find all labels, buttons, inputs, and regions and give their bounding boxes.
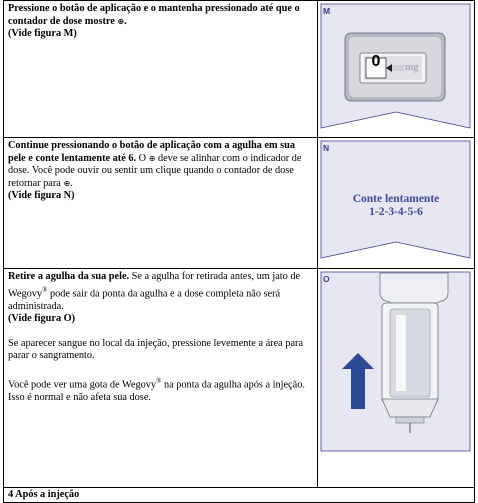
dose-pointer-icon: ⊕ [148, 153, 156, 163]
figure-m [318, 1, 475, 138]
figure-o-letter: O [323, 274, 330, 284]
dose-counter-unit: mg [405, 62, 419, 73]
step-o-instruction: Retire a agulha da sua pele. [8, 271, 130, 282]
figure-o-cell [318, 269, 475, 488]
figure-m-letter: M [323, 6, 331, 16]
registered-mark: ® [156, 376, 162, 385]
step-row-n [4, 138, 475, 269]
step-text-m [4, 1, 318, 138]
step-n-instruction: Continue pressionando o botão de aplicação com a agulha em sua pele e conte lentamente até 6. [8, 140, 296, 164]
figure-n-cell [318, 138, 475, 269]
step-row-m [4, 1, 475, 138]
step-n-figure-ref: (Vide figura N) [8, 190, 75, 202]
step-n-body-a: O [138, 152, 147, 164]
step-text-o [4, 269, 318, 488]
figure-m-cell [318, 1, 475, 138]
dose-counter-value: 0 [371, 53, 381, 70]
step-o-drop-note-a: Você pode ver uma gota de Wegovy [8, 379, 157, 391]
dose-pointer-icon: ⊕ [63, 178, 71, 188]
instruction-table [3, 0, 475, 503]
count-slowly-label: Conte lentamente [352, 193, 440, 205]
step-n-body-b: deve se alinhar com o indicador de dose. Você pode ouvir ou sentir um clique quando o contador de dose retornar para [8, 152, 302, 189]
step-o-figure-ref: (Vide figura O) [8, 313, 76, 325]
figure-o [318, 269, 475, 488]
step-m-period: . [124, 15, 127, 27]
step-o-body-1: Se a agulha for retirada antes, um jato de Wegovy [8, 271, 301, 300]
step-text-n [4, 138, 318, 269]
registered-mark: ® [42, 285, 48, 294]
section-title: 4 Após a injeção [4, 488, 475, 503]
step-o-body-1b: pode sair da ponta da agulha e a dose completa não será administrada. [8, 288, 281, 312]
step-n-period: . [70, 177, 73, 189]
count-sequence-label: 1-2-3-4-5-6 [369, 206, 423, 218]
step-m-figure-ref: (Vide figura M) [8, 28, 77, 40]
figure-n-letter: N [323, 143, 330, 153]
dose-pointer-icon: ⊕ [117, 16, 125, 26]
step-m-instruction: Pressione o botão de aplicação e o mantenha pressionado até que o contador de dose mostre [8, 3, 300, 27]
step-o-bleeding-note: Se aparecer sangue no local da injeção, pressione levemente a área para parar o sangramento. [8, 337, 304, 362]
dose-window-illustration [345, 33, 445, 101]
step-o-drop-note-b: na ponta da agulha após a injeção. Isso é normal e não afeta sua dose. [8, 379, 305, 403]
step-row-o [4, 269, 475, 488]
